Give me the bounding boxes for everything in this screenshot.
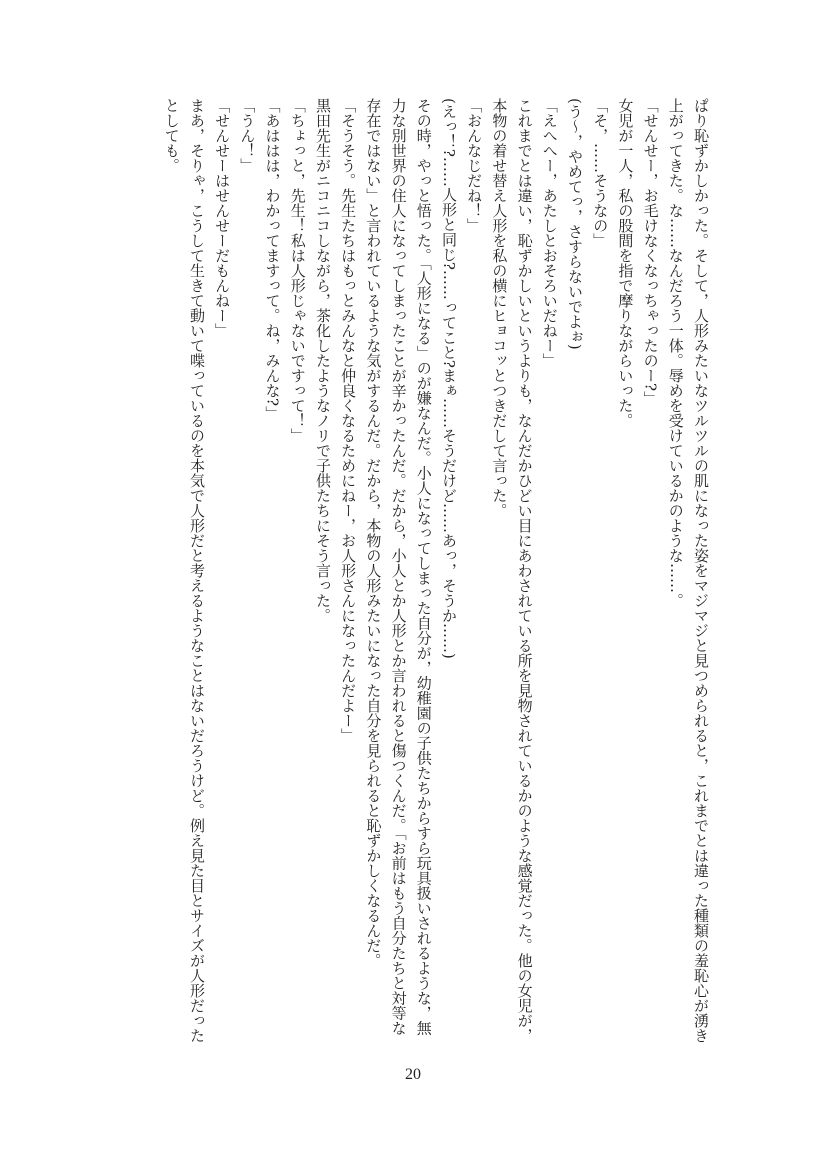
text-line: まあ，そりゃ，こうして生きて動いて喋っているのを本気で人形だと考えるようなことはないだろうけど。例え見た目とサイズが人形だった — [187, 98, 206, 1043]
text-line: 「おんなじだね！」 — [465, 98, 484, 233]
text-line: 黒田先生がニコニコしながら，茶化したようなノリで子供たちにそう言った。 — [313, 98, 332, 623]
text-line: 存在ではない」と言われているような気がするんだ。だから，本物の人形みたいになった自分を見られると恥ずかしくなるんだ。 — [364, 98, 383, 968]
text-line: 上がってきた。な……なんだろう一体。辱めを受けているかのような……。 — [666, 98, 685, 608]
text-line: 「えへへー，あたしとおそろいだねー」 — [540, 98, 559, 368]
text-line: 「せんせーはせんせーだもんねー」 — [213, 98, 232, 338]
vertical-body-text — [157, 98, 713, 1063]
text-line: その時，やっと悟った。「人形になる」のが嫌なんだ。小人になってしまった自分が，幼稚園の子供たちからすら玩具扱いされるような，無 — [414, 98, 433, 1036]
text-line: 「そうそう。先生たちはもっとみんなと仲良くなるためにねー，お人形さんになったんだよー」 — [339, 98, 358, 743]
page-number: 20 — [405, 1066, 421, 1083]
text-line: 女児が一人，私の股間を指で摩りながらいった。 — [616, 98, 635, 428]
text-line: 「せんせー，お毛けなくなっちゃったのー?」 — [641, 98, 660, 407]
text-line: ぱり恥ずかしかった。そして，人形みたいなツルツルの肌になった姿をマジマジと見つめられると，これまでとは違った種類の羞恥心が湧き — [692, 98, 710, 1043]
text-line: 力な別世界の住人になってしまったことが辛かったんだ。だから，小人とか人形とか言われると傷つくんだ。「お前はもう自分たちと対等な — [389, 98, 408, 1036]
text-line: 「うん！」 — [238, 98, 257, 173]
text-line: 「あははは，わかってますって。ね，みんな?」 — [263, 98, 282, 422]
text-line: としても。 — [162, 98, 181, 173]
text-line: 本物の着せ替え人形を私の横にヒョコッとつきだして言った。 — [490, 98, 509, 518]
text-line: これまでとは違い，恥ずかしいというよりも，なんだかひどい目にあわされている所を見物されているかのような感覚だった。他の女児が， — [515, 98, 534, 1043]
text-line: 「ちょっと，先生！私は人形じゃないですって！」 — [288, 98, 307, 443]
text-line: (う～，やめてっ，さすらないでよぉ) — [565, 98, 584, 350]
text-line: (えっ！?……人形と同じ?……ってこと?まぁ……そうだけど……あっ，そうか……) — [439, 98, 458, 659]
text-line: 「そ，……そうなの」 — [591, 98, 610, 248]
